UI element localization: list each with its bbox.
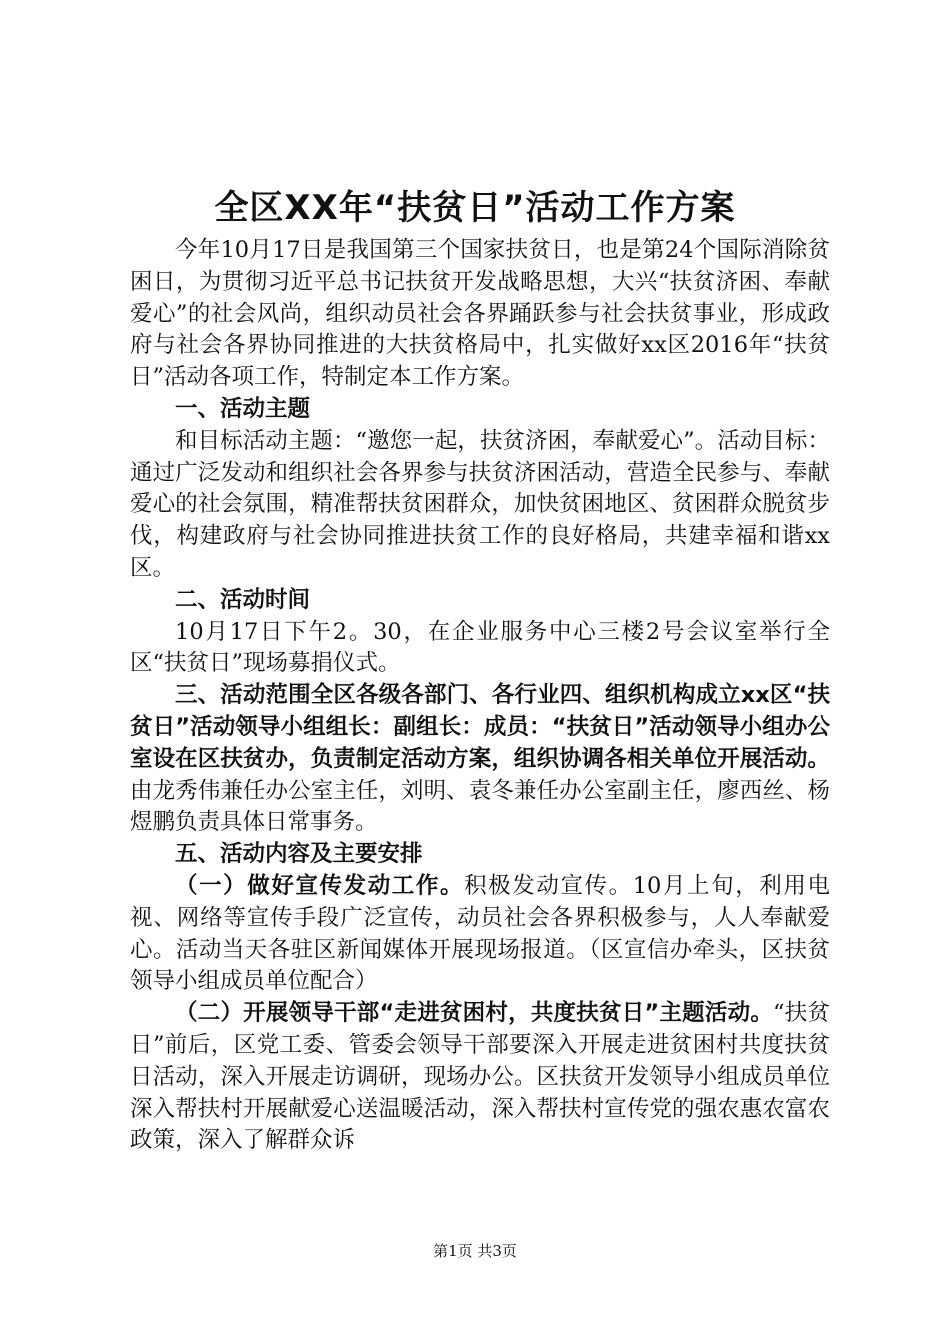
section-scope-text: 由龙秀伟兼任办公室主任，刘明、袁冬兼任办公室副主任，廖西丝、杨煜鹏负责具体日常事务。 — [130, 777, 830, 836]
content-item-2 — [130, 998, 830, 1157]
document-title: 全区XX年“扶贫日”活动工作方案 — [214, 188, 736, 228]
content-item-2-heading: （二）开展领导干部“走进贫困村，共度扶贫日”主题活动。 — [175, 1000, 774, 1027]
section-scope-bold: 三、活动范围全区各级各部门、各行业四、组织机构成立xx区“扶贫日”活动领导小组组长：副组长：成员：“扶贫日”活动领导小组办公室设在区扶贫办，负责制定活动方案，组织协调各相关单位开展活动。 — [130, 682, 830, 772]
content-item-2-text: “扶贫日”前后，区党工委、管委会领导干部要深入开展走进贫困村共度扶贫日活动，深入开展走访调研，现场办公。区扶贫开发领导小组成员单位深入帮扶村开展献爱心送温暖活动，深入帮扶村宣传党的强农惠农富农政策，深入了解群众诉 — [130, 1000, 830, 1154]
content-item-1-text: 积极发动宣传。10月上旬，利用电视、网络等宣传手段广泛宣传，动员社会各界积极参与，人人奉献爱心。活动当天各驻区新闻媒体开展现场报道。（区宣信办牵头，区扶贫领导小组成员单位配合） — [130, 872, 830, 995]
intro-paragraph: 今年10月17日是我国第三个国家扶贫日，也是第24个国际消除贫困日，为贯彻习近平总书记扶贫开发战略思想，大兴“扶贫济困、奉献爱心”的社会风尚，组织动员社会各界踊跃参与社会扶贫事业，形成政府与社会各界协同推进的大扶贫格局中，扎实做好xx区2016年“扶贫日”活动各项工作，特制定本工作方案。 — [130, 237, 830, 391]
section-time-text: 10月17日下午2。30，在企业服务中心三楼2号会议室举行全区“扶贫日”现场募捐仪式。 — [130, 618, 830, 677]
section-heading-time: 二、活动时间 — [175, 586, 311, 613]
content-item-1 — [130, 871, 830, 998]
section-theme-text: 和目标活动主题：“邀您一起，扶贫济困，奉献爱心”。活动目标：通过广泛发动和组织社会各界参与扶贫济困活动，营造全民参与、奉献爱心的社会氛围，精准帮扶贫困群众，加快贫困地区、贫困群众脱贫步伐，构建政府与社会协同推进扶贫工作的良好格局，共建幸福和谐xx区。 — [130, 427, 830, 581]
document-body — [130, 235, 830, 1157]
section-scope-organization — [130, 680, 830, 839]
page-footer: 第1页 共3页 — [433, 1242, 517, 1260]
section-heading-theme: 一、活动主题 — [175, 395, 311, 422]
content-item-1-heading: （一）做好宣传发动工作。 — [175, 872, 465, 899]
section-heading-content: 五、活动内容及主要安排 — [175, 841, 423, 868]
